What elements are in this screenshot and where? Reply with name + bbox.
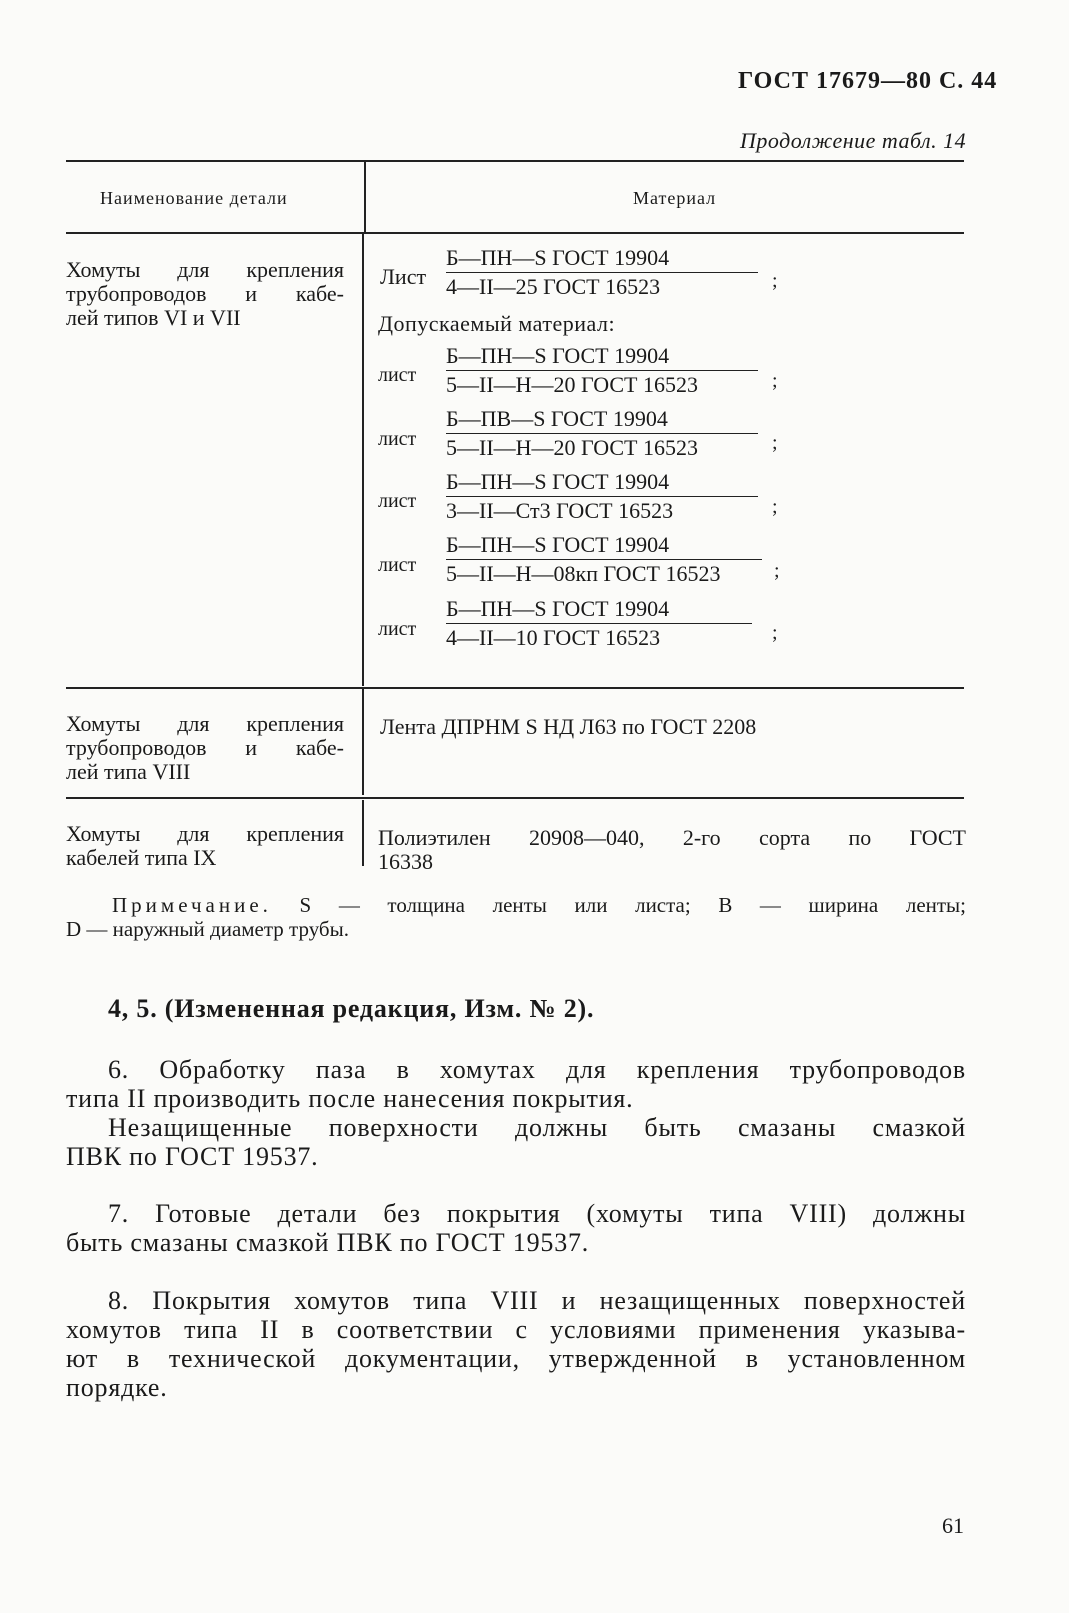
row2-name-line: Хомуты для крепления xyxy=(66,711,344,736)
note-line-2: D — наружный диаметр трубы. xyxy=(66,917,349,941)
allowed-material-label: Допускаемый материал: xyxy=(378,311,616,336)
alt5-semicolon: ; xyxy=(772,622,778,644)
table-top-rule xyxy=(66,160,964,162)
row1-name-line: лей типов VI и VII xyxy=(66,305,241,330)
alt5-label: лист xyxy=(378,618,417,640)
row2-bottom-rule xyxy=(66,797,964,799)
paragraph-7 xyxy=(66,1199,966,1257)
fraction-denominator: 5—II—Н—20 ГОСТ 16523 xyxy=(446,372,698,397)
row3-name-line: Хомуты для крепления xyxy=(66,821,344,846)
page-number: 61 xyxy=(942,1513,964,1538)
row3-material-line: Полиэтилен 20908—040, 2-го сорта по ГОСТ xyxy=(378,825,966,850)
row3-part-name xyxy=(66,822,344,870)
note-text: S — толщина ленты или листа; В — ширина ленты; xyxy=(299,893,967,917)
paragraph-line: 7. Готовые детали без покрытия (хомуты типа VIII) должны xyxy=(108,1199,966,1228)
row1-name-line: Хомуты для крепления xyxy=(66,257,344,282)
alt1-semicolon: ; xyxy=(772,370,778,392)
paragraph-8 xyxy=(66,1286,966,1402)
fraction-numerator: Б—ПВ—S ГОСТ 19904 xyxy=(446,406,668,431)
fraction-numerator: Б—ПН—S ГОСТ 19904 xyxy=(446,596,670,621)
alt3-fraction xyxy=(446,468,758,525)
alt1-fraction xyxy=(446,342,758,399)
paragraph-line: Незащищенные поверхности должны быть смазаны смазкой xyxy=(108,1113,966,1142)
alt1-label: лист xyxy=(378,364,417,386)
row2-column-divider xyxy=(362,689,364,795)
fraction-numerator: Б—ПН—S ГОСТ 19904 xyxy=(446,343,670,368)
column-header-material: Материал xyxy=(633,188,717,208)
paragraph-line: быть смазаны смазкой ПВК по ГОСТ 19537. xyxy=(66,1228,590,1257)
row2-name-line: трубопроводов и кабе- xyxy=(66,735,344,760)
fraction-denominator: 4—II—10 ГОСТ 16523 xyxy=(446,625,661,650)
row3-column-divider xyxy=(362,800,364,866)
fraction-denominator: 5—II—Н—20 ГОСТ 16523 xyxy=(446,435,698,460)
note-line-1 xyxy=(66,893,966,917)
alt4-semicolon: ; xyxy=(774,560,780,582)
alt2-semicolon: ; xyxy=(772,432,778,454)
table-header-rule xyxy=(66,232,964,234)
column-header-part-name: Наименование детали xyxy=(100,188,288,208)
paragraph-6 xyxy=(66,1055,966,1171)
row2-material: Лента ДПРНМ S НД Л63 по ГОСТ 2208 xyxy=(380,714,757,739)
paragraph-line: 6. Обработку паза в хомутах для крепления трубопроводов xyxy=(108,1055,966,1084)
fraction-denominator: 5—II—Н—08кп ГОСТ 16523 xyxy=(446,561,721,586)
paragraph-line: типа II производить после нанесения покрытия. xyxy=(66,1084,634,1113)
table-continuation-label: Продолжение табл. 14 xyxy=(740,128,967,153)
alt5-fraction xyxy=(446,595,752,652)
fraction-numerator: Б—ПН—S ГОСТ 19904 xyxy=(446,532,670,557)
alt4-fraction xyxy=(446,531,762,588)
document-code: ГОСТ 17679—80 С. 44 xyxy=(738,68,998,94)
row2-name-line: лей типа VIII xyxy=(66,759,191,784)
row2-part-name xyxy=(66,712,344,784)
table-column-divider xyxy=(364,162,366,232)
alt2-label: лист xyxy=(378,428,417,450)
alt3-semicolon: ; xyxy=(772,496,778,518)
fraction-numerator: Б—ПН—S ГОСТ 19904 xyxy=(446,245,670,270)
fraction-denominator: 3—II—Ст3 ГОСТ 16523 xyxy=(446,498,674,523)
row1-semicolon: ; xyxy=(772,270,778,292)
row3-material-line: 16338 xyxy=(378,849,433,874)
paragraph-4-5: 4, 5. (Измененная редакция, Изм. № 2). xyxy=(108,994,595,1023)
row1-name-line: трубопроводов и кабе- xyxy=(66,281,344,306)
row1-bottom-rule xyxy=(66,687,964,689)
note-word: Примечание. xyxy=(112,893,272,917)
paragraph-line: 8. Покрытия хомутов типа VIII и незащищенных поверхностей xyxy=(108,1286,966,1315)
row1-main-label: Лист xyxy=(380,264,427,289)
alt3-label: лист xyxy=(378,490,417,512)
row3-name-line: кабелей типа IX xyxy=(66,845,217,870)
row1-column-divider xyxy=(362,234,364,686)
table-note xyxy=(66,893,966,941)
paragraph-line: порядке. xyxy=(66,1373,168,1402)
fraction-numerator: Б—ПН—S ГОСТ 19904 xyxy=(446,469,670,494)
row1-part-name xyxy=(66,258,344,330)
alt2-fraction xyxy=(446,405,758,462)
paragraph-line: ПВК по ГОСТ 19537. xyxy=(66,1142,319,1171)
row3-material xyxy=(378,826,966,874)
paragraph-line: хомутов типа II в соответствии с условиями применения указыва- xyxy=(66,1315,966,1344)
row1-main-fraction xyxy=(446,244,758,301)
fraction-denominator: 4—II—25 ГОСТ 16523 xyxy=(446,274,661,299)
alt4-label: лист xyxy=(378,554,417,576)
paragraph-line: ют в технической документации, утвержденной в установленном xyxy=(66,1344,966,1373)
